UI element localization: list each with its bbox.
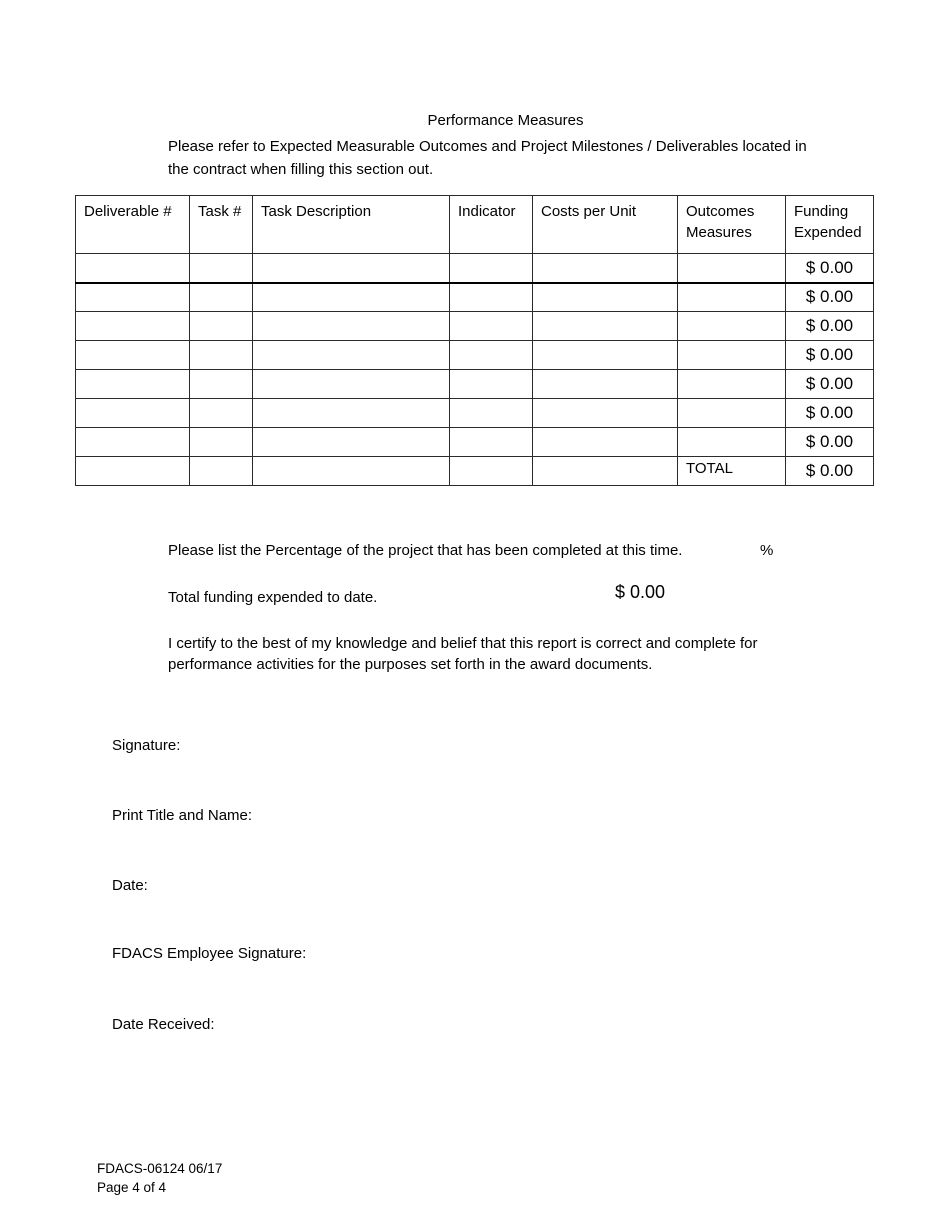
funding-expended-cell: $ 0.00 (786, 370, 874, 399)
table-cell (253, 457, 450, 486)
page-title: Performance Measures (427, 112, 584, 129)
table-cell (450, 283, 533, 312)
table-cell (76, 254, 190, 283)
table-cell (253, 283, 450, 312)
form-number: FDACS-06124 06/17 (97, 1161, 223, 1176)
table-cell (533, 457, 678, 486)
funding-expended-cell: $ 0.00 (786, 341, 874, 370)
funding-expended-cell: $ 0.00 (786, 399, 874, 428)
table-cell (678, 283, 786, 312)
table-cell (450, 428, 533, 457)
table-cell (450, 399, 533, 428)
table-cell (678, 428, 786, 457)
date-received-label: Date Received: (112, 1016, 215, 1033)
funding-expended-cell: $ 0.00 (786, 312, 874, 341)
funding-expended-cell: $ 0.00 (786, 428, 874, 457)
table-cell (450, 341, 533, 370)
table-row (76, 428, 874, 457)
intro-text (168, 135, 868, 181)
header-costs-per-unit: Costs per Unit (533, 196, 678, 254)
print-title-name-label: Print Title and Name: (112, 807, 253, 824)
table-cell (533, 312, 678, 341)
page-number: Page 4 of 4 (97, 1180, 167, 1195)
table-cell (533, 341, 678, 370)
table-cell (678, 341, 786, 370)
table-cell (190, 283, 253, 312)
table-cell (76, 457, 190, 486)
table-row (76, 457, 874, 486)
table-cell (76, 428, 190, 457)
total-funding-label: Total funding expended to date. (168, 589, 378, 606)
table-cell (190, 341, 253, 370)
table-cell (533, 428, 678, 457)
table-cell (190, 399, 253, 428)
table-cell (76, 283, 190, 312)
header-outcomes-measures: Outcomes Measures (678, 196, 786, 254)
table-cell (450, 254, 533, 283)
performance-measures-table (75, 195, 874, 486)
certification-line-1: I certify to the best of my knowledge and belief that this report is correct and complete for (168, 635, 758, 652)
table-row (76, 283, 874, 312)
table-cell (533, 283, 678, 312)
table-cell (76, 370, 190, 399)
table-cell (253, 254, 450, 283)
table-cell (76, 341, 190, 370)
table-cell (190, 312, 253, 341)
table-row (76, 312, 874, 341)
table-cell (253, 370, 450, 399)
table-cell (450, 370, 533, 399)
table-cell (253, 341, 450, 370)
certification-text (168, 633, 858, 675)
header-task-description: Task Description (253, 196, 450, 254)
table-row (76, 254, 874, 283)
percentage-completed-label: Please list the Percentage of the project that has been completed at this time. (168, 542, 683, 559)
intro-line-2: the contract when filling this section out. (168, 161, 434, 178)
funding-expended-cell: $ 0.00 (786, 283, 874, 312)
signature-label: Signature: (112, 737, 181, 754)
table-cell (76, 312, 190, 341)
table-cell (678, 254, 786, 283)
header-task: Task # (190, 196, 253, 254)
table-body (76, 254, 874, 486)
fdacs-employee-signature-label: FDACS Employee Signature: (112, 945, 307, 962)
header-indicator: Indicator (450, 196, 533, 254)
certification-line-2: performance activities for the purposes set forth in the award documents. (168, 656, 653, 673)
total-funding-value: $ 0.00 (615, 582, 666, 602)
table-cell (450, 457, 533, 486)
intro-line-1: Please refer to Expected Measurable Outcomes and Project Milestones / Deliverables located in (168, 138, 807, 155)
table-cell (253, 399, 450, 428)
table-cell (533, 399, 678, 428)
percentage-unit: % (760, 542, 774, 559)
table-cell (678, 312, 786, 341)
table-cell (253, 312, 450, 341)
table-cell (450, 312, 533, 341)
table-cell (76, 399, 190, 428)
date-label: Date: (112, 877, 148, 894)
table-cell (190, 428, 253, 457)
table-cell (678, 370, 786, 399)
table-cell (253, 428, 450, 457)
total-label-cell: TOTAL (678, 457, 786, 486)
table-cell (190, 370, 253, 399)
table-row (76, 399, 874, 428)
funding-expended-cell: $ 0.00 (786, 457, 874, 486)
header-funding-expended: Funding Expended (786, 196, 874, 254)
table-row (76, 370, 874, 399)
table-cell (533, 370, 678, 399)
funding-expended-cell: $ 0.00 (786, 254, 874, 283)
table-cell (190, 254, 253, 283)
table-row (76, 341, 874, 370)
table-header-row (76, 196, 874, 254)
table-cell (678, 399, 786, 428)
table-cell (190, 457, 253, 486)
header-deliverable: Deliverable # (76, 196, 190, 254)
table-cell (533, 254, 678, 283)
